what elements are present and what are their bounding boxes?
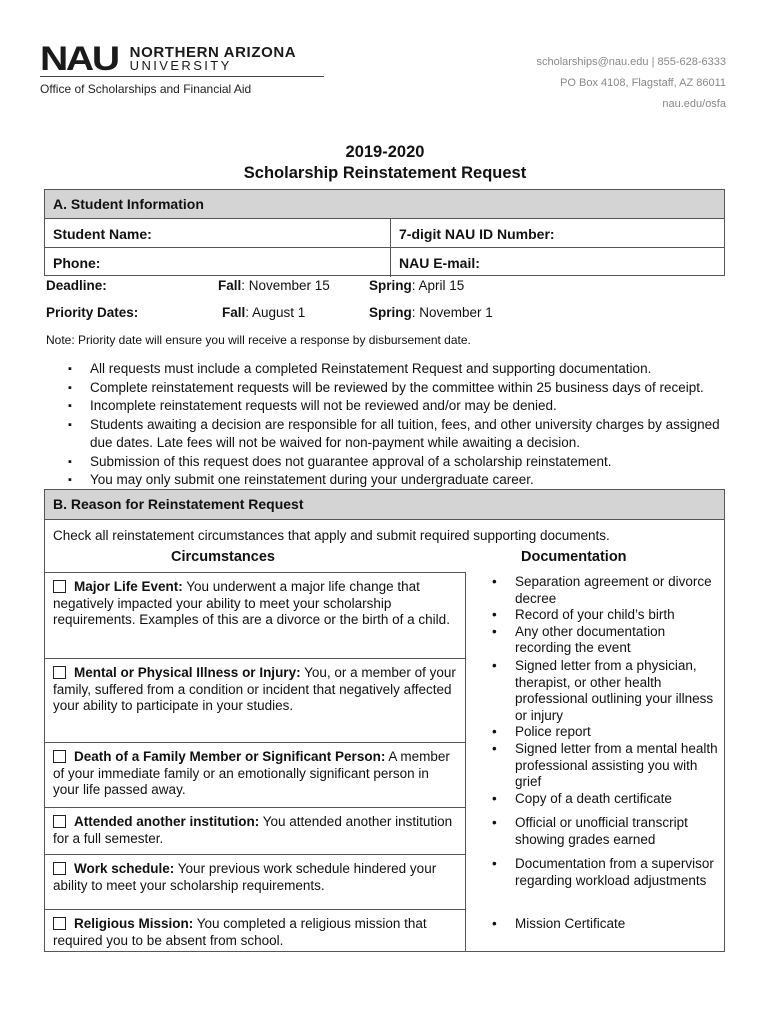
nau-logo: [40, 40, 297, 78]
phone-email-row: [45, 248, 724, 277]
circumstance-title: Work schedule:: [74, 861, 175, 876]
circumstance-text: You underwent a major life change that negatively impacted your ability to meet your scholarship requirements. Examples of this are a divorce or the birth of a child.: [53, 579, 450, 627]
priority-fall-date: : August 1: [245, 305, 306, 320]
form-title: Scholarship Reinstatement Request: [243, 164, 527, 182]
deadline-fall-date: : November 15: [241, 278, 330, 293]
nau-id-field[interactable]: 7-digit NAU ID Number:: [399, 226, 555, 242]
deadline-fall: [218, 278, 330, 293]
contact-block: [536, 52, 726, 115]
reason-section: [44, 489, 725, 952]
deadline-fall-term: Fall: [218, 278, 242, 293]
phone-field[interactable]: Phone:: [45, 248, 391, 277]
documentation-death: [466, 741, 724, 807]
documentation-major-life-event: [466, 574, 724, 657]
documentation-item: • Record of your child’s birth: [466, 607, 724, 624]
priority-spring: [369, 305, 493, 320]
documentation-item: • Any other documentation recording the event: [466, 624, 724, 657]
deadline-spring-date: : April 15: [411, 278, 465, 293]
letterhead: [0, 0, 770, 120]
contact-address: PO Box 4108, Flagstaff, AZ 86011: [560, 77, 726, 89]
contact-email-phone: scholarships@nau.edu | 855-628-6333: [536, 56, 726, 68]
circumstance-major-life-event: [45, 572, 466, 658]
circumstance-title: Death of a Family Member or Significant Person:: [74, 749, 386, 764]
contact-website: nau.edu/osfa: [662, 98, 726, 110]
documentation-item: • Mission Certificate: [466, 916, 724, 933]
section-a-heading: A. Student Information: [45, 190, 724, 219]
documentation-item: • Copy of a death certificate: [466, 791, 724, 808]
nau-email-field[interactable]: NAU E-mail:: [399, 255, 480, 271]
documentation-illness-injury: [466, 658, 724, 741]
circumstance-title: Mental or Physical Illness or Injury:: [74, 665, 301, 680]
priority-note: Note: Priority date will ensure you will receive a response by disbursement date.: [46, 333, 471, 347]
documentation-header: Documentation: [521, 549, 627, 565]
circumstances-header: Circumstances: [171, 549, 275, 565]
documentation-item: • Signed letter from a mental health professional assisting you with grief: [466, 741, 724, 791]
list-item: ▪ Incomplete reinstatement requests will not be reviewed and/or may be denied.: [68, 397, 728, 416]
logo-line-1: NORTHERN ARIZONA: [129, 44, 297, 61]
deadline-label: Deadline:: [46, 278, 107, 293]
another-institution-checkbox[interactable]: [53, 815, 66, 828]
list-item: ▪ Complete reinstatement requests will be reviewed by the committee within 25 business days of receipt.: [68, 379, 728, 398]
circumstance-another-institution: [45, 807, 466, 854]
deadline-spring-term: Spring: [369, 278, 412, 293]
illness-injury-checkbox[interactable]: [53, 666, 66, 679]
section-b-instructions: Check all reinstatement circumstances that apply and submit required supporting documents.: [53, 528, 610, 543]
circumstance-text: You, or a member of your family, suffered from a condition or incident that negatively affected your ability to participate in your studies.: [53, 665, 456, 713]
major-life-event-checkbox[interactable]: [53, 580, 66, 593]
documentation-religious-mission: [466, 916, 724, 933]
logo-wordmark: [130, 46, 297, 72]
priority-spring-date: : November 1: [411, 305, 493, 320]
office-name: Office of Scholarships and Financial Aid: [40, 82, 252, 96]
circumstance-title: Religious Mission:: [74, 916, 194, 931]
circumstance-text: You completed a religious mission that required you to be absent from school.: [53, 916, 427, 948]
logo-divider: [40, 76, 324, 77]
list-item: ▪ You may only submit one reinstatement during your undergraduate career.: [68, 471, 728, 490]
documentation-item: • Signed letter from a physician, therapist, or other health professional outlining your illness or injury: [466, 658, 724, 724]
section-b-heading: B. Reason for Reinstatement Request: [45, 490, 724, 520]
religious-mission-checkbox[interactable]: [53, 917, 66, 930]
priority-fall-term: Fall: [222, 305, 246, 320]
priority-label: Priority Dates:: [46, 305, 139, 320]
circumstance-text: Your previous work schedule hindered your ability to meet your scholarship requirements.: [53, 861, 437, 893]
logo-line-2: UNIVERSITY: [129, 58, 232, 73]
requirements-list: [68, 360, 728, 490]
logo-mark: NAU: [40, 40, 118, 78]
documentation-item: • Separation agreement or divorce decree: [466, 574, 724, 607]
name-id-row: [45, 219, 724, 248]
work-schedule-checkbox[interactable]: [53, 862, 66, 875]
documentation-item: • Official or unofficial transcript showing grades earned: [466, 815, 724, 848]
documentation-item: • Police report: [466, 724, 724, 741]
circumstance-text: A member of your immediate family or an emotionally significant person in your life passed away.: [53, 749, 450, 797]
student-name-field[interactable]: Student Name:: [45, 219, 391, 247]
documentation-another-institution: [466, 815, 724, 848]
priority-fall: [222, 305, 305, 320]
circumstance-work-schedule: [45, 854, 466, 909]
deadline-spring: [369, 278, 464, 293]
list-item: ▪ Students awaiting a decision are responsible for all tuition, fees, and other university charges by assigned due dates. Late fees will not be waived for non-payment while awaiting a decision.: [68, 416, 728, 453]
circumstance-illness-injury: [45, 658, 466, 742]
documentation-item: • Documentation from a supervisor regarding workload adjustments: [466, 856, 724, 889]
form-year: 2019-2020: [345, 143, 425, 161]
student-information-section: [44, 189, 725, 276]
documentation-work-schedule: [466, 856, 724, 889]
list-item: ▪ All requests must include a completed Reinstatement Request and supporting documentation.: [68, 360, 728, 379]
circumstance-text: You attended another institution for a full semester.: [53, 814, 453, 846]
priority-spring-term: Spring: [369, 305, 412, 320]
death-checkbox[interactable]: [53, 750, 66, 763]
list-item: ▪ Submission of this request does not guarantee approval of a scholarship reinstatement.: [68, 453, 728, 472]
circumstance-title: Major Life Event:: [74, 579, 183, 594]
circumstance-title: Attended another institution:: [74, 814, 260, 829]
circumstance-religious-mission: [45, 909, 466, 952]
circumstance-death: [45, 742, 466, 807]
